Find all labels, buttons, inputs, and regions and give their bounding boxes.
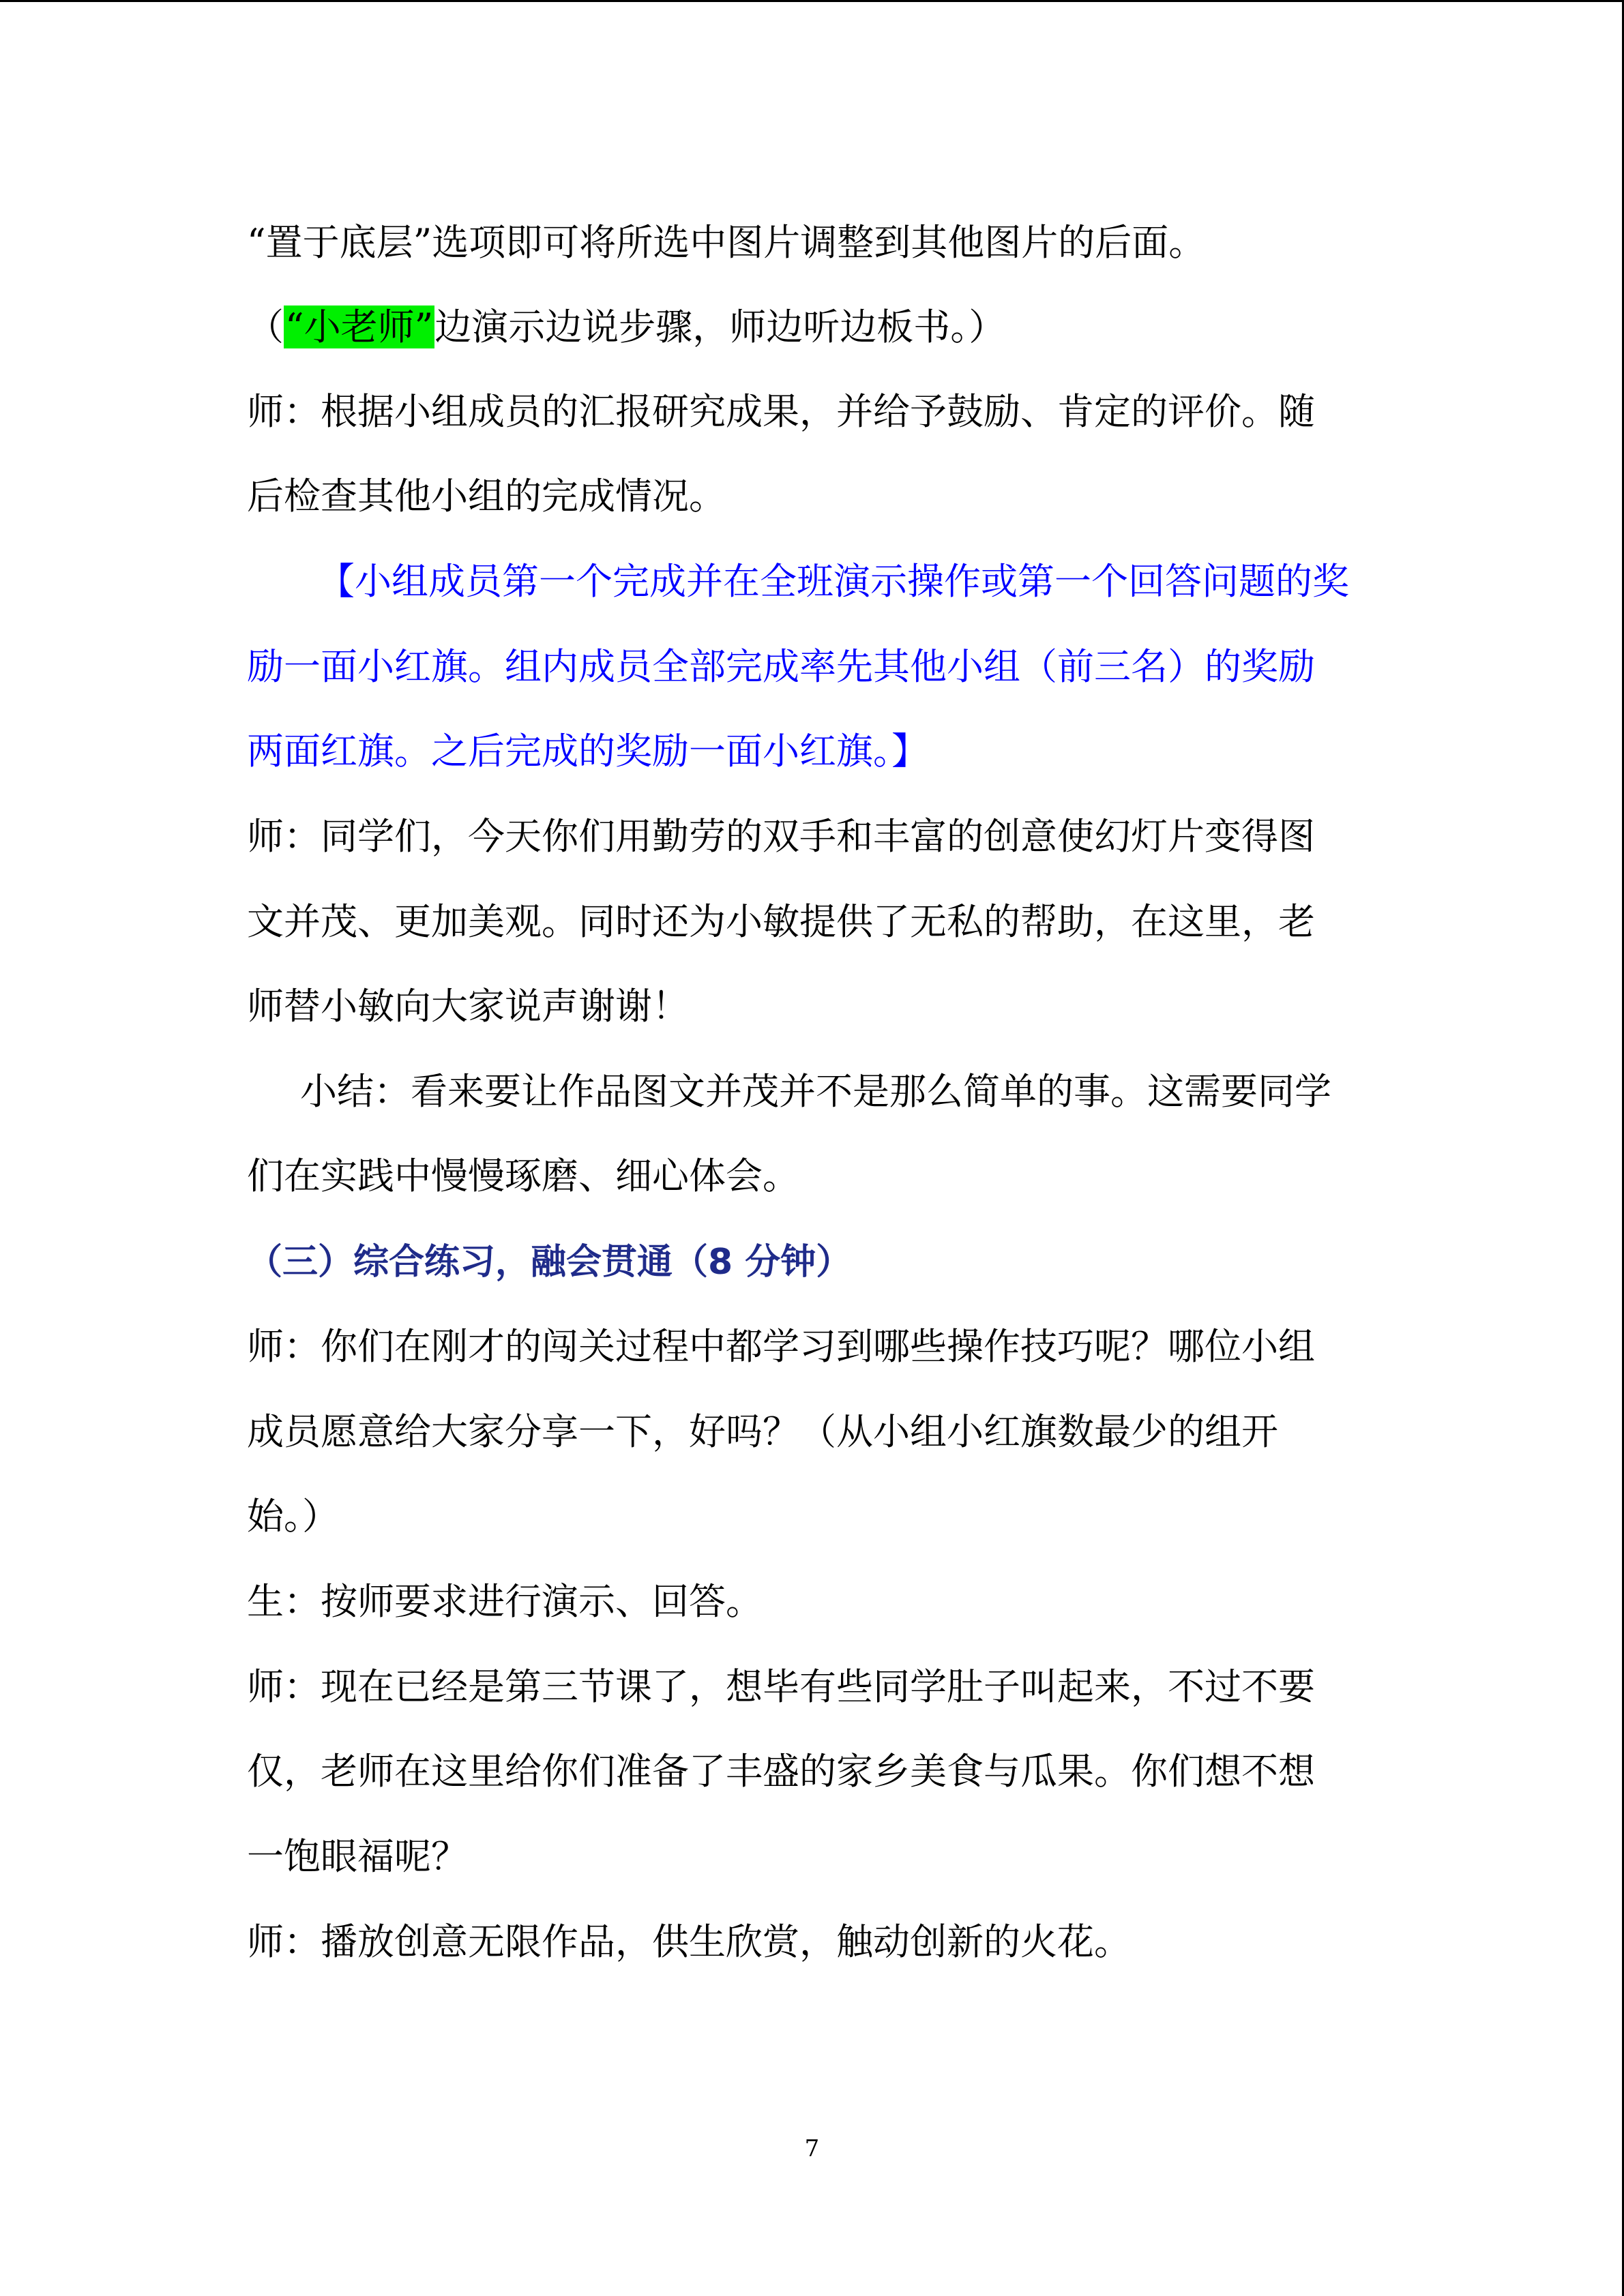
text-line-2-rest: 边演示边说步骤，师边听边板书。）: [434, 305, 1006, 348]
text-line-15: 成员愿意给大家分享一下，好吗？（从小组小红旗数最少的组开: [247, 1410, 1278, 1453]
reward-note-line-2: 励一面小红旗。组内成员全部完成率先其他小组（前三名）的奖励: [247, 645, 1315, 688]
text-line-2: [247, 303, 1005, 351]
text-line-18: 师：现在已经是第三节课了，想毕有些同学肚子叫起来，不过不要: [247, 1665, 1315, 1708]
text-line-10: 师替小敏向大家说声谢谢！: [247, 985, 689, 1028]
reward-note-line-1: 【小组成员第一个完成并在全班演示操作或第一个回答问题的奖: [318, 560, 1349, 603]
page-number: 7: [804, 2135, 820, 2162]
text-line-16: 始。）: [247, 1495, 339, 1538]
text-line-21: 师：播放创意无限作品，供生欣赏，触动创新的火花。: [247, 1920, 1131, 1963]
text-line-1: “置于底层”选项即可将所选中图片调整到其他图片的后面。: [247, 221, 1206, 264]
text-line-3: 师：根据小组成员的汇报研究成果，并给予鼓励、肯定的评价。随: [247, 390, 1315, 433]
text-line-14: 师：你们在刚才的闯关过程中都学习到哪些操作技巧呢？哪位小组: [247, 1325, 1315, 1368]
text-line-9: 文并茂、更加美观。同时还为小敏提供了无私的帮助，在这里，老: [247, 900, 1315, 943]
summary-line-2: 们在实践中慢慢琢磨、细心体会。: [247, 1154, 799, 1197]
text-line-17: 生：按师要求进行演示、回答。: [247, 1580, 763, 1623]
section-heading: （三）综合练习，融会贯通（8 分钟）: [247, 1242, 852, 1283]
summary-line-1: 小结：看来要让作品图文并茂并不是那么简单的事。这需要同学: [300, 1070, 1331, 1113]
text-line-8: 师：同学们，今天你们用勤劳的双手和丰富的创意使幻灯片变得图: [247, 815, 1315, 858]
highlighted-text: “小老师”: [285, 305, 434, 348]
text-line-4: 后检查其他小组的完成情况。: [247, 475, 726, 518]
text-line-20: 一饱眼福呢？: [247, 1835, 468, 1878]
text-line-19: 仅，老师在这里给你们准备了丰盛的家乡美食与瓜果。你们想不想: [247, 1750, 1315, 1793]
reward-note-line-3: 两面红旗。之后完成的奖励一面小红旗。】: [247, 730, 928, 773]
open-paren: （: [247, 305, 284, 348]
